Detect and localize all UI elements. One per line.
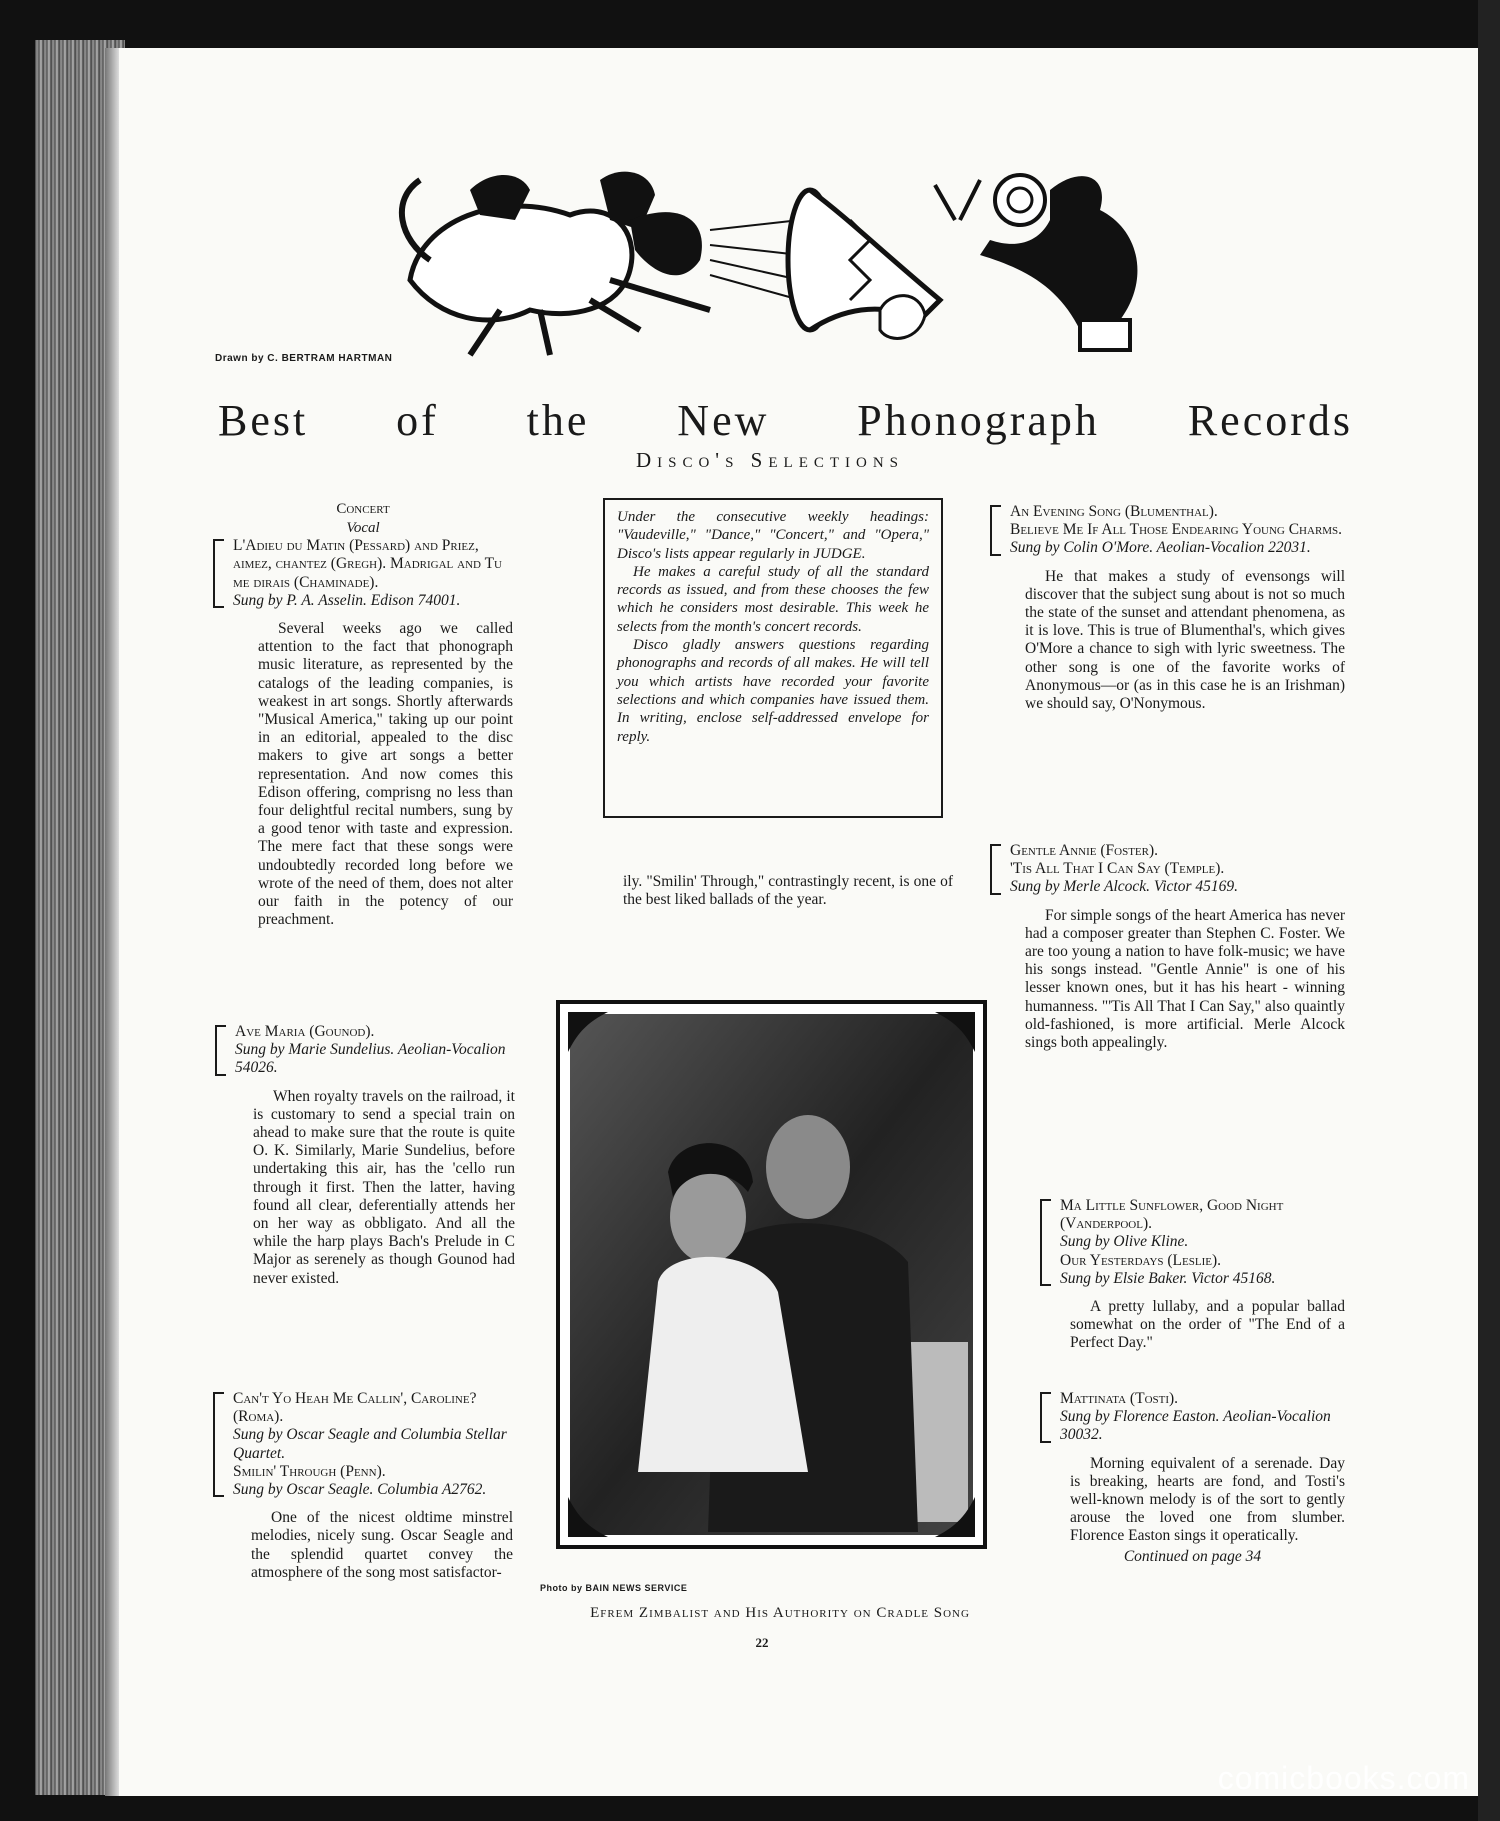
- record-title: Mattinata (Tosti).: [1060, 1390, 1179, 1407]
- review-text: He that makes a study of evensongs will discover that the subject sung about is not so much the state of the sunset and attendant phenomena, as it is love. This is true of Blumenthal's, which gives O'More a chance to sigh with lyric sweetness. The other song is one of the favorite works of Anonymous—or (as in this case he is an Irishman) we should say, O'Nonymous.: [1025, 567, 1345, 713]
- record-title: Smilin' Through (Penn).: [233, 1462, 386, 1480]
- record-entry-4: [990, 503, 1345, 558]
- review-text: Several weeks ago we called attention to the fact that phonograph music literature, as represented by the catalogs of the leading companies, is weakest in art songs. Shortly afterwards "Musical America," taking up our point in an editorial, appealed to the disc makers to give art songs a better representation. And now comes this Edison offering, comprisng no less than four delightful recital numbers, sung by a good tenor with taste and expression. The mere fact that these songs were undoubtedly recorded long before we wrote of the need of them, does not alter our faith in the potency of our preachment.: [258, 620, 513, 929]
- column-left-bottom: [213, 1390, 513, 1582]
- review-text: Morning equivalent of a serenade. Day is breaking, hearts are fond, and Tosti's well-known melody is of the sort to gently arouse the loved one from slumber. Florence Easton sings it operatically.: [1070, 1454, 1345, 1545]
- section-subheading: Vocal: [346, 520, 380, 536]
- right-dark-edge: [1478, 0, 1500, 1821]
- record-entry-6: [1040, 1197, 1345, 1288]
- record-entry-3: [213, 1390, 513, 1499]
- column-right: [990, 503, 1345, 713]
- photo-frame: [548, 992, 995, 1557]
- column-left: [213, 500, 513, 929]
- record-credit: Sung by Olive Kline.: [1060, 1233, 1189, 1251]
- record-title: Can't Yo Heah Me Callin', Caroline? (Roma).: [233, 1390, 477, 1426]
- record-credit: Sung by Florence Easton. Aeolian-Vocalion 30032.: [1060, 1408, 1331, 1444]
- record-credit: Sung by P. A. Asselin. Edison 74001.: [233, 591, 461, 609]
- page-number: 22: [755, 1635, 769, 1650]
- record-credit: Sung by Colin O'More. Aeolian-Vocalion 22031.: [1010, 539, 1311, 557]
- record-credit: Sung by Oscar Seagle. Columbia A2762.: [233, 1481, 487, 1499]
- review-text: A pretty lullaby, and a popular ballad somewhat on the order of "The End of a Perfect Day.": [1070, 1298, 1345, 1352]
- box-paragraph: He makes a careful study of all the standard records as issued, and from these chooses the few which he considers most desirable. This week he selects from the month's concert records.: [617, 563, 929, 635]
- page-spine-shadow: [105, 48, 119, 1796]
- continued-note: Continued on page 34: [1123, 1547, 1262, 1565]
- page-subtitle: Disco's Selections: [635, 448, 905, 472]
- record-title: Our Yesterdays (Leslie).: [1060, 1251, 1221, 1269]
- record-credit: Sung by Elsie Baker. Victor 45168.: [1060, 1269, 1276, 1287]
- column-right-3: [1040, 1197, 1345, 1353]
- record-entry-7: [1040, 1390, 1345, 1445]
- photo-credit: Photo by BAIN NEWS SERVICE: [540, 1583, 688, 1593]
- column-right-2: [990, 842, 1345, 1052]
- continuation-text: ily. "Smilin' Through," contrastingly recent, is one of the best liked ballads of the year.: [623, 873, 953, 909]
- record-credit: Sung by Marie Sundelius. Aeolian-Vocalion 54026.: [235, 1041, 506, 1077]
- record-entry-5: [990, 842, 1345, 897]
- record-title: An Evening Song (Blumenthal).: [1010, 503, 1218, 520]
- photo-zimbalist: [548, 992, 995, 1557]
- section-heading: Concert: [336, 501, 390, 517]
- review-text: When royalty travels on the railroad, it is customary to send a special train on ahead to make sure that the route is quite O. K. Similarly, Marie Sundelius, before undertaking this air, has the 'cello run through it first. Then the latter, having found all clear, deferentially attends her on her way as obbligato. And all the while the harp plays Bach's Prelude in C Major as serenely as though Gounod had never existed.: [253, 1087, 515, 1287]
- record-title: Gentle Annie (Foster).: [1010, 842, 1159, 859]
- record-title: L'Adieu du Matin (Pessard) and Priez, aimez, chantez (Gregh). Madrigal and Tu me dirais (Chaminade).: [233, 537, 502, 591]
- review-text: One of the nicest oldtime minstrel melodies, nicely sung. Oscar Seagle and the splendid quartet convey the atmosphere of the song most satisfactor-: [251, 1509, 513, 1581]
- record-credit: Sung by Oscar Seagle and Columbia Stellar Quartet.: [233, 1426, 507, 1462]
- review-text: For simple songs of the heart America has never had a composer greater than Stephen C. Foster. We are too young a nation to have folk-music; we have his songs instead. "Gentle Annie" is one of his lesser known ones, but it has his heart - winning humanness. "'Tis All That I Can Say," also quaintly old-fashioned, is more artificial. Merle Alcock sings both appealingly.: [1025, 906, 1345, 1052]
- record-credit: Sung by Merle Alcock. Victor 45169.: [1010, 878, 1238, 896]
- page-title: Best of the New Phonograph Records: [218, 396, 1353, 445]
- art-credit: Drawn by C. BERTRAM HARTMAN: [215, 353, 393, 364]
- record-entry-1: [213, 537, 513, 610]
- record-entry-2: [215, 1023, 515, 1078]
- record-title: Believe Me If All Those Endearing Young Charms.: [1010, 521, 1343, 539]
- record-title: 'Tis All That I Can Say (Temple).: [1010, 860, 1225, 878]
- record-title: Ma Little Sunflower, Good Night (Vanderpool).: [1060, 1197, 1284, 1233]
- watermark: comicbooks.com: [1217, 1760, 1470, 1796]
- elephant-phonograph-illustration: [380, 160, 1230, 360]
- about-disco-box: [603, 498, 943, 818]
- header-illustration: [380, 160, 1230, 360]
- box-paragraph: Under the consecutive weekly headings: "Vaudeville," "Dance," "Concert," and "Opera," Disco's lists appear regularly in JUDGE.: [617, 509, 929, 562]
- column-center: [623, 873, 953, 909]
- column-left-lower: [215, 1023, 515, 1288]
- column-right-4: [1040, 1390, 1345, 1566]
- box-paragraph: Disco gladly answers questions regarding phonographs and records of all makes. He will tell you which artists have recorded your favorite selections and which companies have issued them. In writing, enclose self-addressed envelope for reply.: [617, 637, 929, 745]
- record-title: Ave Maria (Gounod).: [235, 1023, 375, 1040]
- photo-caption: Efrem Zimbalist and His Authority on Cradle Song: [590, 1605, 970, 1621]
